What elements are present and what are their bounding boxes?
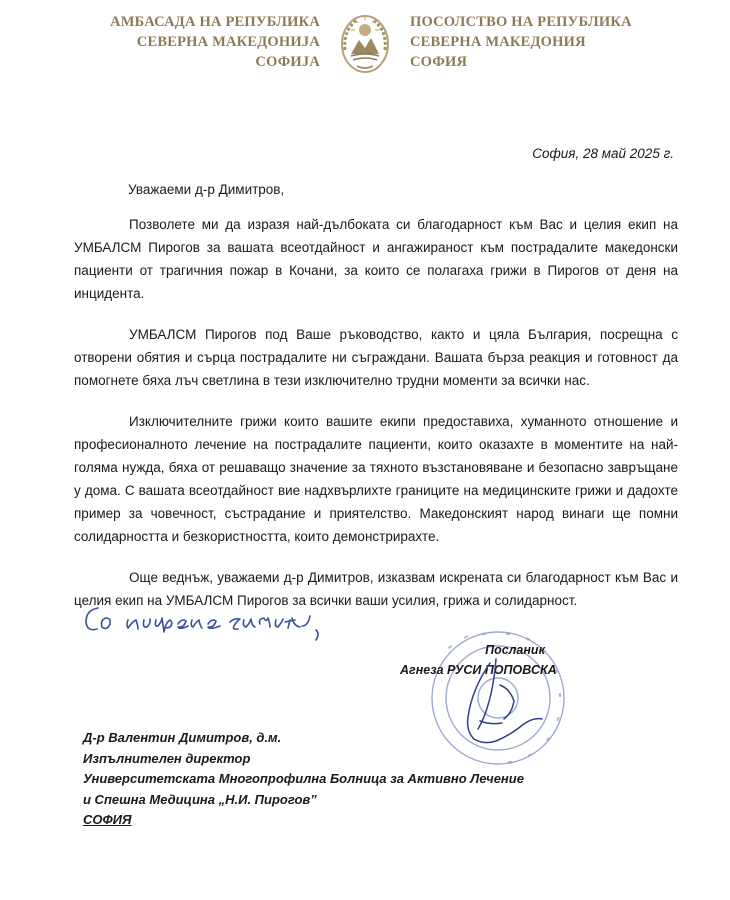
letterhead-left-line-1: АМБАСАДА НА РЕПУБЛИКА [110,14,320,30]
paragraph-1: Позволете ми да изразя най-дълбоката си благодарност към Вас и целия екип на УМБАЛСМ Пирогов за вашата всеотдайност и ангажираност към пострадалите македонски пациенти от трагичния пожар в Кочани, за които се полагаха грижи в Пирогов от деня на инцидента. [74,217,678,301]
handwritten-closing [80,596,340,642]
paragraph-3: Изключителните грижи които вашите екипи предоставиха, хуманното отношение и професионалното лечение на пострадалите пациенти, които оказахте в моментите на най-голяма нужда, бяха от решаващо значение за тяхното възстановяване и безопасно завръщане у дома. С вашата всеотдайност вие надхвърлихте границите на медицинските грижи и дадохте пример за човечност, състрадание и приятелство. Македонският народ винаги ще помни солидарността и безкористността, които демонстрирахте. [74,414,678,544]
salutation: Уважаеми д-р Димитров, [128,182,285,197]
recipient-institution-line-2: и Спешна Медицина „Н.И. Пирогов” [83,791,317,807]
letterhead-right-line-2: СЕВЕРНА МАКЕДОНИЯ [410,34,586,50]
recipient-block [83,728,524,831]
paragraph-2: УМБАЛСМ Пирогов под Ваше ръководство, както и цяла България, посрещна с отворени обятия и сърца пострадалите ни съграждани. Вашата бърза реакция и готовност да помогнете бяха лъч светлина в тези изключително трудни моменти за всички нас. [74,327,678,388]
recipient-position: Изпълнителен директор [83,750,251,766]
letterhead [0,10,730,72]
recipient-city: СОФИЯ [83,812,132,827]
letterhead-left-line-3: СОФИЈА [255,54,320,70]
letter-date: София, 28 май 2025 г. [532,146,674,161]
letter-body [74,213,678,630]
ambassador-name: Агнеза РУСИ ПОПОВСКА [400,663,557,677]
paragraph-4: Още веднъж, уважаеми д-р Димитров, изказвам искрената си благодарност към Вас и целия екип на УМБАЛСМ Пирогов за всички ваши усилия, грижа и солидарност. [74,570,678,608]
letterhead-right-line-1: ПОСОЛСТВО НА РЕПУБЛИКА [410,14,632,30]
recipient-institution-line-1: Университетската Многопрофилна Болница за Активно Лечение [83,771,524,786]
recipient-name: Д-р Валентин Димитров, д.м. [83,730,282,745]
letterhead-macedonian [110,12,320,72]
letterhead-right-line-3: СОФИЯ [410,54,468,70]
letterhead-bulgarian [410,12,632,72]
letterhead-left-line-2: СЕВЕРНА МАКЕДОНИЈА [136,34,320,50]
ambassador-title: Посланик [485,643,545,657]
coat-of-arms-emblem-icon [339,10,391,74]
